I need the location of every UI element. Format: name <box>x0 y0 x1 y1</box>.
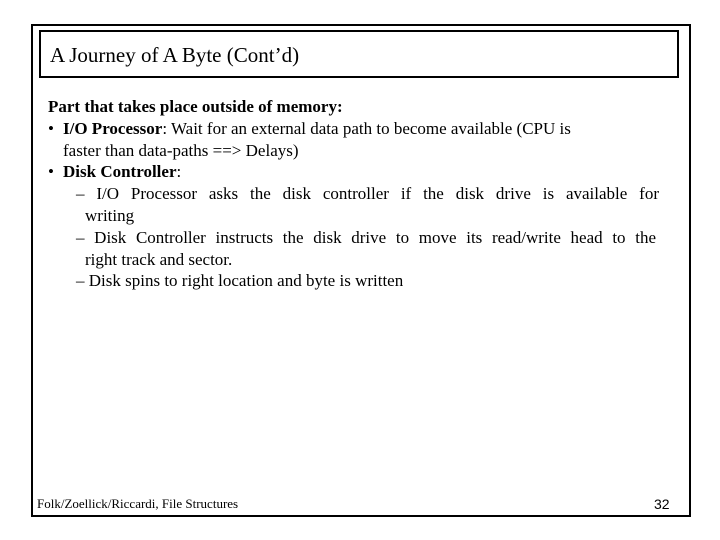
bullet-term: I/O Processor <box>63 118 163 138</box>
sub-item-continuation: right track and sector. <box>85 249 233 269</box>
sub-item-2 <box>48 227 668 249</box>
slide-title: A Journey of A Byte (Cont’d) <box>50 43 300 67</box>
footer-citation: Folk/Zoellick/Riccardi, File Structures <box>37 496 239 511</box>
bullet-text: : Wait for an external data path to become available (CPU is <box>162 118 571 138</box>
bullet-disk-controller <box>48 161 668 183</box>
intro-line: Part that takes place outside of memory: <box>48 97 343 116</box>
bullet-text: : <box>176 162 182 182</box>
bullet-symbol: • <box>48 162 54 182</box>
bullet-continuation: faster than data-paths ==> Delays) <box>63 140 299 160</box>
page-number: 32 <box>654 496 670 512</box>
bullet-term: Disk Controller <box>63 162 177 182</box>
sub-item-3: – Disk spins to right location and byte is written <box>76 271 404 291</box>
sub-item-1 <box>48 183 668 205</box>
bullet-symbol: • <box>48 118 54 138</box>
sub-item-text: – I/O Processor asks the disk controller if the disk drive is available for <box>76 184 659 204</box>
bullet-io-processor <box>48 118 668 140</box>
sub-item-text: – Disk Controller instructs the disk drive to move its read/write head to the <box>76 227 656 247</box>
slide-body <box>48 96 668 292</box>
sub-item-continuation: writing <box>85 205 135 225</box>
